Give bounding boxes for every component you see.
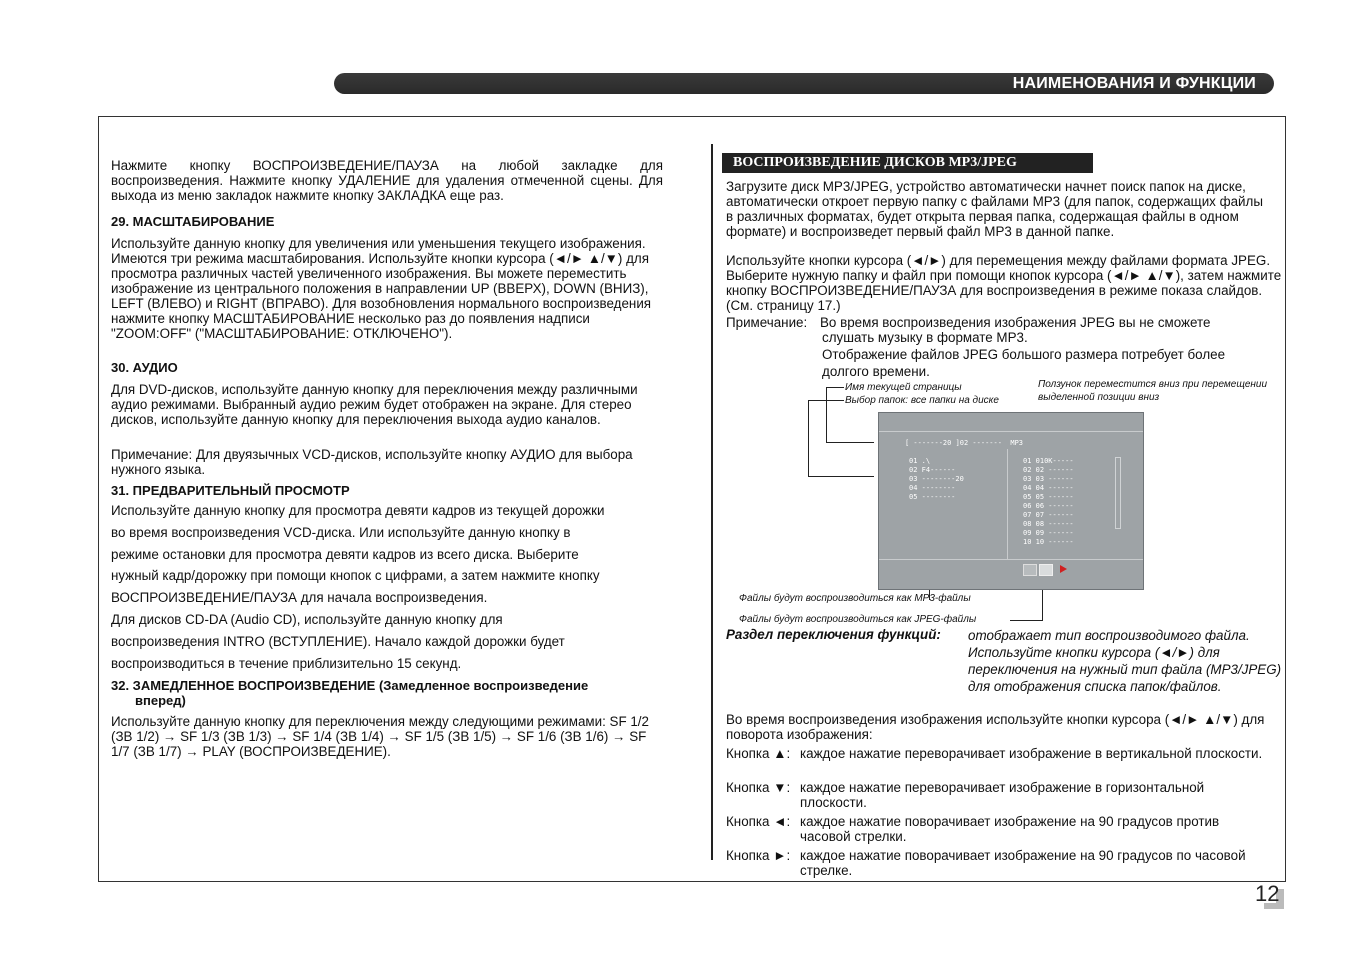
section-31-line: во время воспроизведения VCD-диска. Или используйте данную кнопку в [111,524,571,540]
key-text: каждое нажатие переворачивает изображение в вертикальной плоскости. [800,746,1263,761]
section-31-line: режиме остановки для просмотра девяти кадров из всего диска. Выберите [111,546,579,562]
section-31-line: Для дисков CD-DA (Audio CD), используйте данную кнопку для [111,611,503,627]
mp3-mode-icon [1023,564,1037,576]
note-2: Отображение файлов JPEG большого размера потребует более [822,347,1226,362]
mp3-paragraph-2: Используйте кнопки курсора (◄/►) для перемещения между файлами формата JPEG. Выберите нужную папку и файл при помощи кнопок курсора (◄/► ▲/▼), затем нажмите кнопку ВОСПРОИЗВЕДЕНИЕ/ПАУЗА для воспроизведения в режиме показа слайдов. (См. страницу 17.) [726,253,1282,313]
play-icon [1060,565,1067,573]
screen-file: 06 06 ------ [1023,502,1074,510]
screen-file: 05 05 ------ [1023,493,1074,501]
section-32-heading-cont: вперед) [135,693,186,708]
mp3-jpeg-section-title: ВОСПРОИЗВЕДЕНИЕ ДИСКОВ MP3/JPEG [722,153,1093,173]
note-1: Во время воспроизведения изображения JPEG вы не сможете [820,315,1211,330]
key-text: каждое нажатие поворачивает изображение на 90 градусов против часовой стрелки. [800,814,1220,844]
switch-label: Раздел переключения функций: [726,627,941,642]
screen-file: 07 07 ------ [1023,511,1074,519]
caption-slider: Ползунок переместится вниз при перемещении выделенной позиции вниз [1038,379,1268,403]
section-31-line: нужный кадр/дорожку при помощи кнопок с цифрами, а затем нажмите кнопку [111,568,600,584]
key-list [726,746,1276,882]
screen-file: 08 08 ------ [1023,520,1074,528]
rotate-intro: Во время воспроизведения изображения используйте кнопки курсора (◄/► ▲/▼) для поворота изображения: [726,712,1265,742]
key-text: каждое нажатие поворачивает изображение на 90 градусов по часовой стрелке. [800,848,1246,878]
screen-file: 04 04 ------ [1023,484,1074,492]
key-label: Кнопка ►: [726,848,791,863]
note-1b: слушать музыку в формате MP3. [822,330,1028,345]
page-title: НАИМЕНОВАНИЯ И ФУНКЦИИ [1012,75,1256,92]
section-31-line: ВОСПРОИЗВЕДЕНИЕ/ПАУЗА для начала воспроизведения. [111,590,488,606]
jpeg-mode-icon [1039,564,1053,576]
screen-folder: 03 --------20 [909,475,964,483]
page-number: 12 [1255,881,1280,906]
section-32-heading: 32. ЗАМЕДЛЕННОЕ ВОСПРОИЗВЕДЕНИЕ (Замедленное воспроизведение [111,678,589,693]
section-30-text: Для DVD-дисков, используйте данную кнопку для переключения между различными аудио режимами. Выбранный аудио режим будет отображен на экране. Для стерео дисков, используйте данную кнопку для переключения выхода аудио каналов. [111,382,638,427]
key-label: Кнопка ▼: [726,780,791,795]
key-text: каждое нажатие переворачивает изображение в горизонтальной плоскости. [800,780,1205,810]
section-31-line: воспроизведения INTRO (ВСТУПЛЕНИЕ). Начало каждой дорожки будет [111,633,565,649]
key-row [726,746,1276,780]
section-30-heading: 30. АУДИО [111,360,178,375]
column-divider [711,144,713,860]
screen-file: 10 10 ------ [1023,538,1074,546]
section-31-line: воспроизводиться в течение приблизительно 15 секунд. [111,655,462,671]
screen-file: 09 09 ------ [1023,529,1074,537]
caption-page-name: Имя текущей страницы [845,382,962,393]
mp3-paragraph-1: Загрузите диск MP3/JPEG, устройство автоматически начнет поиск папок на диске, автоматически откроет первую папку с файлами MP3 (для папок, содержащих файлы в различных форматах, будет открыта первая папка, содержащая файлы в одном формате) и воспроизведет первый файл MP3 в данной папке. [726,179,1263,239]
key-row [726,848,1276,882]
key-label: Кнопка ◄: [726,814,791,829]
screen-folder: 02 F4------ [909,466,956,474]
screen-file: 01 010K----- [1023,457,1074,465]
section-30-note: Примечание: Для двуязычных VCD-дисков, используйте кнопку АУДИО для выбора нужного языка. [111,447,633,477]
section-29-text: Используйте данную кнопку для увеличения или уменьшения текущего изображения. Имеются три режима масштабирования. Используйте кнопки курсора (◄/► ▲/▼) для просмотра различных частей увеличенного изображения. Вы можете переместить изображение из центрального положения в направлении UP (ВВЕРХ), DOWN (ВНИЗ), LEFT (ВЛЕВО) и RIGHT (ВПРАВО). Для возобновления нормального воспроизведения нажмите кнопку МАСШТАБИРОВАНИЕ несколько раз до появления надписи "ZOOM:OFF" ("МАСШТАБИРОВАНИЕ: ОТКЛЮЧЕНО"). [111,236,652,341]
note-2b: долгого времени. [822,364,930,379]
key-label: Кнопка ▲: [726,746,791,761]
screen-folder: 05 -------- [909,493,956,501]
section-29-heading: 29. МАСШТАБИРОВАНИЕ [111,214,275,229]
caption-mp3-files: Файлы будут воспроизводиться как MP3-файлы [739,593,971,604]
section-31-line: Используйте данную кнопку для просмотра девяти кадров из текущей дорожки [111,503,605,518]
caption-folder-select: Выбор папок: все папки на диске [845,395,999,406]
section-31-text [111,500,671,674]
screen-header: [ -------20 ]02 ------- MP3 [905,439,1024,447]
mp3-screen-diagram [878,412,1144,590]
key-row [726,814,1276,848]
screen-folder: 01 .\ [909,457,931,465]
caption-jpeg-files: Файлы будут воспроизводиться как JPEG-файлы [739,614,977,625]
screen-file: 03 03 ------ [1023,475,1074,483]
note-label: Примечание: [726,315,808,330]
intro-paragraph: Нажмите кнопку ВОСПРОИЗВЕДЕНИЕ/ПАУЗА на любой закладке для воспроизведения. Нажмите кнопку УДАЛЕНИЕ для удаления отмеченной сцены. Для выхода из меню закладок нажмите кнопку ЗАКЛАДКА еще раз. [111,158,663,203]
screen-folder: 04 -------- [909,484,956,492]
section-32-text: Используйте данную кнопку для переключения между следующими режимами: SF 1/2 (ЗВ 1/2) → SF 1/3 (ЗВ 1/3) → SF 1/4 (ЗВ 1/4) → SF 1/5 (ЗВ 1/5) → SF 1/6 (ЗВ 1/6) → SF 1/7 (ЗВ 1/7) → PLAY (ВОСПРОИЗВЕДЕНИЕ). [111,714,649,759]
screen-file: 02 02 ------ [1023,466,1074,474]
key-row [726,780,1276,814]
switch-text: отображает тип воспроизводимого файла. Используйте кнопки курсора (◄/►) для переключения на нужный тип файла (MP3/JPEG) для отображения списка папок/файлов. [968,628,1282,694]
section-31-heading: 31. ПРЕДВАРИТЕЛЬНЫЙ ПРОСМОТР [111,483,350,498]
